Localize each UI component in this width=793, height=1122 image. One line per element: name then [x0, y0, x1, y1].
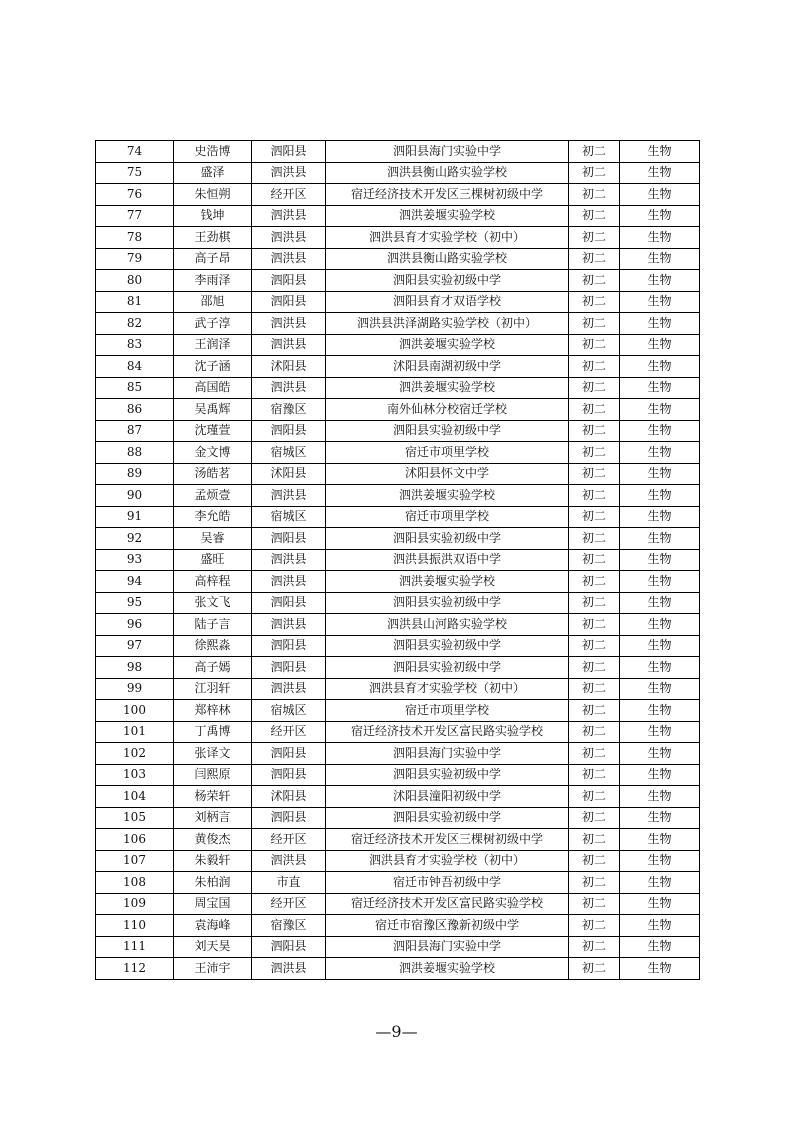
student-name-cell: 朱恒朔 — [174, 184, 252, 206]
school-name-cell: 泗洪县山河路实验学校 — [326, 614, 569, 636]
table-row — [96, 528, 700, 550]
grade-cell: 初二 — [569, 162, 620, 184]
table-row — [96, 872, 700, 894]
subject-cell: 生物 — [620, 743, 700, 765]
subject-cell: 生物 — [620, 528, 700, 550]
school-name-cell: 泗洪姜堰实验学校 — [326, 571, 569, 593]
student-name-cell: 李允皓 — [174, 506, 252, 528]
row-number-cell: 86 — [96, 399, 174, 421]
subject-cell: 生物 — [620, 399, 700, 421]
student-list-table — [95, 140, 700, 980]
student-name-cell: 周宝国 — [174, 893, 252, 915]
grade-cell: 初二 — [569, 786, 620, 808]
school-name-cell: 泗阳县海门实验中学 — [326, 141, 569, 163]
district-cell: 泗洪县 — [252, 162, 326, 184]
grade-cell: 初二 — [569, 377, 620, 399]
student-name-cell: 邵旭 — [174, 291, 252, 313]
grade-cell: 初二 — [569, 270, 620, 292]
student-name-cell: 高子嫣 — [174, 657, 252, 679]
table-row — [96, 743, 700, 765]
school-name-cell: 泗洪姜堰实验学校 — [326, 334, 569, 356]
district-cell: 泗洪县 — [252, 958, 326, 980]
subject-cell: 生物 — [620, 270, 700, 292]
row-number-cell: 81 — [96, 291, 174, 313]
student-name-cell: 刘柄言 — [174, 807, 252, 829]
school-name-cell: 宿迁市钟吾初级中学 — [326, 872, 569, 894]
district-cell: 泗洪县 — [252, 313, 326, 335]
row-number-cell: 98 — [96, 657, 174, 679]
student-name-cell: 沈瑾萱 — [174, 420, 252, 442]
grade-cell: 初二 — [569, 743, 620, 765]
page-number: —9— — [375, 1022, 418, 1041]
school-name-cell: 泗洪县洪泽湖路实验学校（初中） — [326, 313, 569, 335]
district-cell: 沭阳县 — [252, 786, 326, 808]
table-row — [96, 571, 700, 593]
school-name-cell: 宿迁市项里学校 — [326, 700, 569, 722]
table-row — [96, 270, 700, 292]
student-name-cell: 王劲棋 — [174, 227, 252, 249]
district-cell: 泗阳县 — [252, 635, 326, 657]
district-cell: 泗阳县 — [252, 141, 326, 163]
table-row — [96, 829, 700, 851]
grade-cell: 初二 — [569, 614, 620, 636]
district-cell: 宿城区 — [252, 506, 326, 528]
school-name-cell: 沭阳县潼阳初级中学 — [326, 786, 569, 808]
district-cell: 沭阳县 — [252, 356, 326, 378]
school-name-cell: 泗洪姜堰实验学校 — [326, 377, 569, 399]
subject-cell: 生物 — [620, 721, 700, 743]
row-number-cell: 112 — [96, 958, 174, 980]
student-name-cell: 张文飞 — [174, 592, 252, 614]
row-number-cell: 92 — [96, 528, 174, 550]
grade-cell: 初二 — [569, 184, 620, 206]
district-cell: 泗阳县 — [252, 592, 326, 614]
student-name-cell: 丁禹博 — [174, 721, 252, 743]
row-number-cell: 93 — [96, 549, 174, 571]
student-name-cell: 徐熙淼 — [174, 635, 252, 657]
grade-cell: 初二 — [569, 850, 620, 872]
table-row — [96, 764, 700, 786]
subject-cell: 生物 — [620, 442, 700, 464]
student-name-cell: 高梓程 — [174, 571, 252, 593]
grade-cell: 初二 — [569, 442, 620, 464]
subject-cell: 生物 — [620, 549, 700, 571]
subject-cell: 生物 — [620, 227, 700, 249]
grade-cell: 初二 — [569, 635, 620, 657]
student-name-cell: 王沛宇 — [174, 958, 252, 980]
grade-cell: 初二 — [569, 463, 620, 485]
school-name-cell: 泗阳县实验初级中学 — [326, 657, 569, 679]
student-name-cell: 沈子涵 — [174, 356, 252, 378]
row-number-cell: 107 — [96, 850, 174, 872]
district-cell: 经开区 — [252, 721, 326, 743]
subject-cell: 生物 — [620, 635, 700, 657]
subject-cell: 生物 — [620, 313, 700, 335]
row-number-cell: 96 — [96, 614, 174, 636]
student-name-cell: 盛泽 — [174, 162, 252, 184]
student-name-cell: 高子昂 — [174, 248, 252, 270]
subject-cell: 生物 — [620, 291, 700, 313]
subject-cell: 生物 — [620, 850, 700, 872]
grade-cell: 初二 — [569, 506, 620, 528]
school-name-cell: 泗阳县实验初级中学 — [326, 528, 569, 550]
student-name-cell: 高国皓 — [174, 377, 252, 399]
school-name-cell: 泗洪县育才实验学校（初中） — [326, 227, 569, 249]
table-row — [96, 399, 700, 421]
row-number-cell: 87 — [96, 420, 174, 442]
student-name-cell: 孟烦壹 — [174, 485, 252, 507]
school-name-cell: 泗阳县育才双语学校 — [326, 291, 569, 313]
school-name-cell: 泗洪县振洪双语中学 — [326, 549, 569, 571]
subject-cell: 生物 — [620, 184, 700, 206]
grade-cell: 初二 — [569, 872, 620, 894]
subject-cell: 生物 — [620, 162, 700, 184]
district-cell: 泗阳县 — [252, 807, 326, 829]
table-row — [96, 635, 700, 657]
subject-cell: 生物 — [620, 764, 700, 786]
row-number-cell: 103 — [96, 764, 174, 786]
district-cell: 泗洪县 — [252, 205, 326, 227]
grade-cell: 初二 — [569, 764, 620, 786]
grade-cell: 初二 — [569, 721, 620, 743]
district-cell: 泗洪县 — [252, 334, 326, 356]
table-row — [96, 291, 700, 313]
grade-cell: 初二 — [569, 657, 620, 679]
table-row — [96, 227, 700, 249]
row-number-cell: 111 — [96, 936, 174, 958]
student-name-cell: 袁海峰 — [174, 915, 252, 937]
district-cell: 泗洪县 — [252, 377, 326, 399]
school-name-cell: 泗洪县育才实验学校（初中） — [326, 678, 569, 700]
row-number-cell: 79 — [96, 248, 174, 270]
grade-cell: 初二 — [569, 227, 620, 249]
row-number-cell: 100 — [96, 700, 174, 722]
table-row — [96, 141, 700, 163]
table-row — [96, 549, 700, 571]
subject-cell: 生物 — [620, 893, 700, 915]
subject-cell: 生物 — [620, 420, 700, 442]
table-row — [96, 915, 700, 937]
subject-cell: 生物 — [620, 807, 700, 829]
row-number-cell: 91 — [96, 506, 174, 528]
school-name-cell: 泗洪县育才实验学校（初中） — [326, 850, 569, 872]
grade-cell: 初二 — [569, 915, 620, 937]
student-name-cell: 钱坤 — [174, 205, 252, 227]
grade-cell: 初二 — [569, 528, 620, 550]
subject-cell: 生物 — [620, 829, 700, 851]
district-cell: 泗洪县 — [252, 227, 326, 249]
school-name-cell: 南外仙林分校宿迁学校 — [326, 399, 569, 421]
district-cell: 泗洪县 — [252, 248, 326, 270]
district-cell: 宿城区 — [252, 442, 326, 464]
row-number-cell: 109 — [96, 893, 174, 915]
grade-cell: 初二 — [569, 248, 620, 270]
school-name-cell: 宿迁经济技术开发区富民路实验学校 — [326, 893, 569, 915]
district-cell: 泗洪县 — [252, 549, 326, 571]
row-number-cell: 104 — [96, 786, 174, 808]
row-number-cell: 108 — [96, 872, 174, 894]
row-number-cell: 80 — [96, 270, 174, 292]
grade-cell: 初二 — [569, 829, 620, 851]
grade-cell: 初二 — [569, 592, 620, 614]
subject-cell: 生物 — [620, 958, 700, 980]
district-cell: 宿城区 — [252, 700, 326, 722]
row-number-cell: 75 — [96, 162, 174, 184]
student-name-cell: 吴禹辉 — [174, 399, 252, 421]
school-name-cell: 泗阳县实验初级中学 — [326, 270, 569, 292]
table-row — [96, 592, 700, 614]
table-row — [96, 420, 700, 442]
table-row — [96, 657, 700, 679]
student-name-cell: 张译文 — [174, 743, 252, 765]
district-cell: 经开区 — [252, 184, 326, 206]
table-row — [96, 786, 700, 808]
grade-cell: 初二 — [569, 485, 620, 507]
school-name-cell: 沭阳县南湖初级中学 — [326, 356, 569, 378]
table-row — [96, 936, 700, 958]
student-name-cell: 盛旺 — [174, 549, 252, 571]
student-name-cell: 闫熙原 — [174, 764, 252, 786]
row-number-cell: 88 — [96, 442, 174, 464]
table-row — [96, 614, 700, 636]
district-cell: 泗洪县 — [252, 571, 326, 593]
student-name-cell: 李雨泽 — [174, 270, 252, 292]
district-cell: 经开区 — [252, 829, 326, 851]
district-cell: 泗阳县 — [252, 291, 326, 313]
subject-cell: 生物 — [620, 872, 700, 894]
subject-cell: 生物 — [620, 592, 700, 614]
student-name-cell: 武子淳 — [174, 313, 252, 335]
row-number-cell: 82 — [96, 313, 174, 335]
table-row — [96, 463, 700, 485]
school-name-cell: 宿迁经济技术开发区富民路实验学校 — [326, 721, 569, 743]
district-cell: 宿豫区 — [252, 399, 326, 421]
table-row — [96, 205, 700, 227]
grade-cell: 初二 — [569, 549, 620, 571]
school-name-cell: 泗洪县衡山路实验学校 — [326, 162, 569, 184]
district-cell: 泗阳县 — [252, 743, 326, 765]
student-name-cell: 陆子言 — [174, 614, 252, 636]
school-name-cell: 泗洪姜堰实验学校 — [326, 485, 569, 507]
table-row — [96, 958, 700, 980]
district-cell: 泗洪县 — [252, 678, 326, 700]
table-row — [96, 850, 700, 872]
grade-cell: 初二 — [569, 205, 620, 227]
student-name-cell: 朱毅轩 — [174, 850, 252, 872]
grade-cell: 初二 — [569, 420, 620, 442]
grade-cell: 初二 — [569, 700, 620, 722]
grade-cell: 初二 — [569, 958, 620, 980]
table-row — [96, 377, 700, 399]
school-name-cell: 泗洪姜堰实验学校 — [326, 205, 569, 227]
row-number-cell: 78 — [96, 227, 174, 249]
grade-cell: 初二 — [569, 678, 620, 700]
school-name-cell: 泗阳县海门实验中学 — [326, 936, 569, 958]
school-name-cell: 宿迁经济技术开发区三棵树初级中学 — [326, 184, 569, 206]
school-name-cell: 宿迁市项里学校 — [326, 506, 569, 528]
grade-cell: 初二 — [569, 936, 620, 958]
school-name-cell: 泗阳县实验初级中学 — [326, 592, 569, 614]
table-row — [96, 485, 700, 507]
district-cell: 经开区 — [252, 893, 326, 915]
row-number-cell: 110 — [96, 915, 174, 937]
grade-cell: 初二 — [569, 893, 620, 915]
subject-cell: 生物 — [620, 205, 700, 227]
table-row — [96, 678, 700, 700]
subject-cell: 生物 — [620, 248, 700, 270]
district-cell: 宿豫区 — [252, 915, 326, 937]
row-number-cell: 85 — [96, 377, 174, 399]
grade-cell: 初二 — [569, 141, 620, 163]
subject-cell: 生物 — [620, 786, 700, 808]
district-cell: 泗阳县 — [252, 657, 326, 679]
district-cell: 泗阳县 — [252, 420, 326, 442]
subject-cell: 生物 — [620, 571, 700, 593]
table-row — [96, 356, 700, 378]
subject-cell: 生物 — [620, 657, 700, 679]
subject-cell: 生物 — [620, 936, 700, 958]
school-name-cell: 宿迁经济技术开发区三棵树初级中学 — [326, 829, 569, 851]
row-number-cell: 99 — [96, 678, 174, 700]
table-row — [96, 721, 700, 743]
grade-cell: 初二 — [569, 571, 620, 593]
district-cell: 沭阳县 — [252, 463, 326, 485]
school-name-cell: 宿迁市宿豫区豫新初级中学 — [326, 915, 569, 937]
student-name-cell: 朱柏润 — [174, 872, 252, 894]
student-name-cell: 王润泽 — [174, 334, 252, 356]
grade-cell: 初二 — [569, 807, 620, 829]
school-name-cell: 泗洪姜堰实验学校 — [326, 958, 569, 980]
table-row — [96, 184, 700, 206]
table-row — [96, 442, 700, 464]
subject-cell: 生物 — [620, 915, 700, 937]
student-name-cell: 黄俊杰 — [174, 829, 252, 851]
row-number-cell: 101 — [96, 721, 174, 743]
row-number-cell: 102 — [96, 743, 174, 765]
row-number-cell: 77 — [96, 205, 174, 227]
school-name-cell: 沭阳县怀文中学 — [326, 463, 569, 485]
subject-cell: 生物 — [620, 356, 700, 378]
student-name-cell: 汤皓茗 — [174, 463, 252, 485]
district-cell: 泗洪县 — [252, 614, 326, 636]
table-row — [96, 162, 700, 184]
school-name-cell: 泗阳县实验初级中学 — [326, 635, 569, 657]
district-cell: 泗洪县 — [252, 850, 326, 872]
row-number-cell: 84 — [96, 356, 174, 378]
district-cell: 泗阳县 — [252, 936, 326, 958]
subject-cell: 生物 — [620, 485, 700, 507]
row-number-cell: 95 — [96, 592, 174, 614]
district-cell: 泗阳县 — [252, 528, 326, 550]
school-name-cell: 泗阳县海门实验中学 — [326, 743, 569, 765]
student-name-cell: 金文博 — [174, 442, 252, 464]
district-cell: 泗洪县 — [252, 485, 326, 507]
subject-cell: 生物 — [620, 377, 700, 399]
row-number-cell: 83 — [96, 334, 174, 356]
school-name-cell: 泗洪县衡山路实验学校 — [326, 248, 569, 270]
student-name-cell: 刘天昊 — [174, 936, 252, 958]
table-row — [96, 506, 700, 528]
student-name-cell: 史浩博 — [174, 141, 252, 163]
table-row — [96, 334, 700, 356]
row-number-cell: 89 — [96, 463, 174, 485]
table-row — [96, 313, 700, 335]
school-name-cell: 泗阳县实验初级中学 — [326, 764, 569, 786]
row-number-cell: 97 — [96, 635, 174, 657]
subject-cell: 生物 — [620, 463, 700, 485]
subject-cell: 生物 — [620, 700, 700, 722]
district-cell: 泗阳县 — [252, 270, 326, 292]
subject-cell: 生物 — [620, 334, 700, 356]
row-number-cell: 76 — [96, 184, 174, 206]
table-row — [96, 807, 700, 829]
row-number-cell: 106 — [96, 829, 174, 851]
school-name-cell: 泗阳县实验初级中学 — [326, 807, 569, 829]
row-number-cell: 105 — [96, 807, 174, 829]
row-number-cell: 90 — [96, 485, 174, 507]
subject-cell: 生物 — [620, 506, 700, 528]
student-name-cell: 江羽轩 — [174, 678, 252, 700]
subject-cell: 生物 — [620, 678, 700, 700]
student-name-cell: 杨荣轩 — [174, 786, 252, 808]
district-cell: 市直 — [252, 872, 326, 894]
school-name-cell: 泗阳县实验初级中学 — [326, 420, 569, 442]
table-row — [96, 700, 700, 722]
subject-cell: 生物 — [620, 141, 700, 163]
row-number-cell: 94 — [96, 571, 174, 593]
student-name-cell: 郑梓林 — [174, 700, 252, 722]
grade-cell: 初二 — [569, 334, 620, 356]
table-row — [96, 893, 700, 915]
table-row — [96, 248, 700, 270]
grade-cell: 初二 — [569, 291, 620, 313]
district-cell: 泗阳县 — [252, 764, 326, 786]
subject-cell: 生物 — [620, 614, 700, 636]
row-number-cell: 74 — [96, 141, 174, 163]
grade-cell: 初二 — [569, 356, 620, 378]
school-name-cell: 宿迁市项里学校 — [326, 442, 569, 464]
grade-cell: 初二 — [569, 313, 620, 335]
table-body — [96, 141, 700, 980]
grade-cell: 初二 — [569, 399, 620, 421]
student-name-cell: 吴睿 — [174, 528, 252, 550]
